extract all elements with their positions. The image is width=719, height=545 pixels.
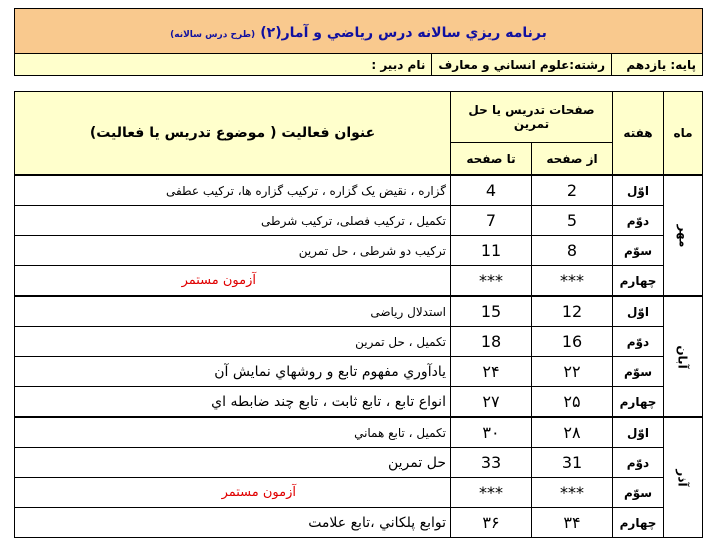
week-cell: اوّل — [613, 296, 664, 327]
week-cell: چهارم — [613, 387, 664, 418]
col-to-header: تا صفحه — [450, 143, 531, 176]
topic-cell: تکميل ، حل تمرين — [15, 327, 451, 357]
from-page-cell: 5 — [532, 206, 613, 236]
topic-cell: گزاره ، نقيض يک گزاره ، ترکيب گزاره ها، ترکيب عطفی — [15, 175, 451, 206]
week-cell: چهارم — [613, 266, 664, 297]
from-page-cell: *** — [532, 478, 613, 508]
from-page-cell: 8 — [532, 236, 613, 266]
week-cell: سوّم — [613, 357, 664, 387]
col-week-header: هفته — [613, 92, 664, 176]
from-page-cell: ۳۴ — [532, 508, 613, 538]
plan-body — [15, 175, 703, 538]
to-page-cell: 4 — [450, 175, 531, 206]
table-row — [15, 175, 703, 206]
topic-cell: استدلال رياضی — [15, 296, 451, 327]
to-page-cell: 18 — [450, 327, 531, 357]
table-row — [15, 296, 703, 327]
table-row — [15, 327, 703, 357]
to-page-cell: 15 — [450, 296, 531, 327]
week-cell: سوّم — [613, 236, 664, 266]
table-row — [15, 357, 703, 387]
field-label: رشته:علوم انساني و معارف — [432, 54, 612, 76]
topic-cell: حل تمرين — [15, 448, 451, 478]
to-page-cell: 33 — [450, 448, 531, 478]
to-page-cell: ۳۰ — [450, 417, 531, 448]
week-cell: اوّل — [613, 417, 664, 448]
page-subtitle: (طرح درس سالانه) — [170, 29, 256, 40]
from-page-cell: 31 — [532, 448, 613, 478]
col-pages-header: صفحات تدريس يا حل تمرين — [450, 92, 612, 143]
exam-label: آزمون مستمر — [221, 485, 296, 500]
table-row — [15, 206, 703, 236]
title-cell — [15, 9, 703, 54]
table-row — [15, 387, 703, 418]
topic-cell: توابع پلکاني ،تابع علامت — [15, 508, 451, 538]
week-cell: دوّم — [613, 448, 664, 478]
table-row — [15, 417, 703, 448]
to-page-cell: *** — [450, 478, 531, 508]
page-title: برنامه ريزي سالانه درس رياضي و آمار(۲) — [260, 24, 547, 41]
week-cell: دوّم — [613, 327, 664, 357]
topic-cell: ترکيب دو شرطی ، حل تمرين — [15, 236, 451, 266]
table-row — [15, 508, 703, 538]
plan-header — [14, 8, 703, 76]
to-page-cell: 7 — [450, 206, 531, 236]
table-row — [15, 448, 703, 478]
week-cell: چهارم — [613, 508, 664, 538]
topic-cell: تکميل ، تابع هماني — [15, 417, 451, 448]
to-page-cell: ۲۷ — [450, 387, 531, 418]
table-row — [15, 236, 703, 266]
grade-label: پايه: يازدهم — [612, 54, 703, 76]
month-name: آذر — [676, 468, 690, 487]
week-cell: اوّل — [613, 175, 664, 206]
week-cell: دوّم — [613, 206, 664, 236]
plan-table — [14, 91, 703, 538]
from-page-cell: ۲۲ — [532, 357, 613, 387]
topic-cell — [15, 478, 451, 508]
exam-label: آزمون مستمر — [181, 273, 256, 288]
week-cell: سوّم — [613, 478, 664, 508]
topic-cell: تکميل ، ترکيب فصلی، ترکيب شرطی — [15, 206, 451, 236]
from-page-cell: 2 — [532, 175, 613, 206]
from-page-cell: ۲۸ — [532, 417, 613, 448]
topic-cell — [15, 266, 451, 297]
month-cell — [664, 296, 703, 417]
col-month-header: ماه — [664, 92, 703, 176]
from-page-cell: ۲۵ — [532, 387, 613, 418]
month-cell — [664, 417, 703, 538]
month-name: آبان — [676, 344, 690, 369]
to-page-cell: *** — [450, 266, 531, 297]
to-page-cell: ۲۴ — [450, 357, 531, 387]
col-topic-header: عنوان فعاليت ( موضوع تدريس يا فعاليت) — [15, 92, 451, 176]
topic-cell: يادآوري مفهوم تابع و روشهاي نمايش آن — [15, 357, 451, 387]
to-page-cell: 11 — [450, 236, 531, 266]
table-row — [15, 266, 703, 297]
month-cell — [664, 175, 703, 296]
from-page-cell: 12 — [532, 296, 613, 327]
to-page-cell: ۳۶ — [450, 508, 531, 538]
from-page-cell: *** — [532, 266, 613, 297]
month-name: مهر — [675, 224, 690, 247]
table-row — [15, 478, 703, 508]
col-from-header: از صفحه — [532, 143, 613, 176]
teacher-label: نام دبير : — [15, 54, 432, 76]
from-page-cell: 16 — [532, 327, 613, 357]
topic-cell: انواع تابع ، تابع ثابت ، تابع چند ضابطه اي — [15, 387, 451, 418]
